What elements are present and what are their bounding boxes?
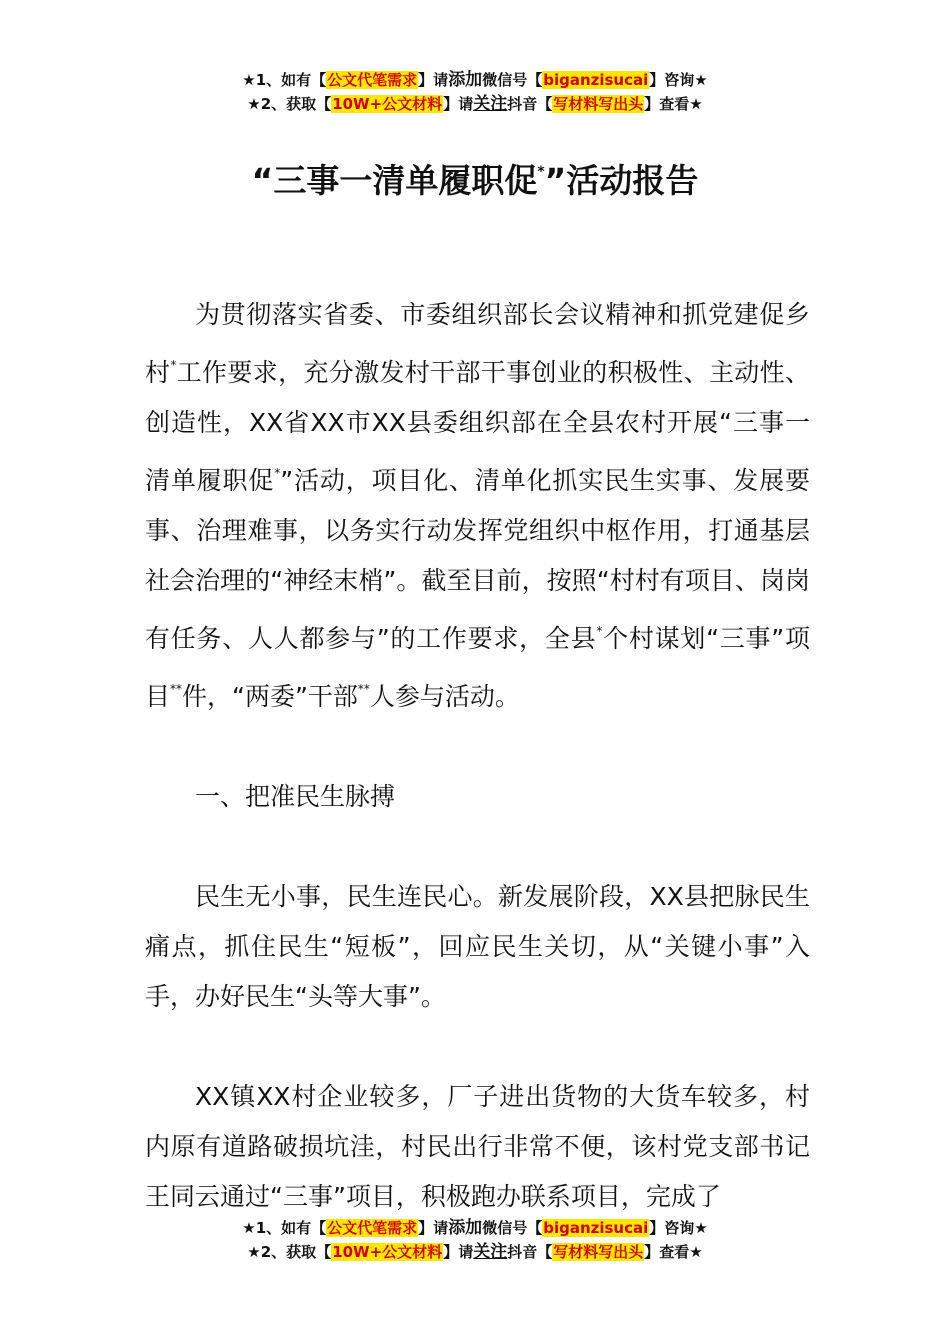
star-icon: ★ xyxy=(242,71,256,89)
banner-line-2: ★2、获取【10W+公文材料】请关注抖音【写材料写出头】查看★ xyxy=(247,94,703,114)
document-body xyxy=(145,290,810,1222)
banner-line-2: ★2、获取【10W+公文材料】请关注抖音【写材料写出头】查看★ xyxy=(247,1242,703,1262)
star-icon: ★ xyxy=(247,1243,261,1261)
highlight-service: 公文代笔需求 xyxy=(327,1219,418,1237)
bottom-banner xyxy=(0,1216,950,1264)
highlight-douyin: 写材料写出头 xyxy=(553,95,644,113)
paragraph-intro: 为贯彻落实省委、市委组织部长会议精神和抓党建促乡村*工作要求，充分激发村干部干事创业的积极性、主动性、创造性，XX省XX市XX县委组织部在全县农村开展“三事一清单履职促*”活动，项目化、清单化抓实民生实事、发展要事、治理难事，以务实行动发挥党组织中枢作用，打通基层社会治理的“神经末梢”。截至目前，按照“村村有项目、岗岗有任务、人人都参与”的工作要求，全县*个村谋划“三事”项目**件，“两委”干部**人参与活动。 xyxy=(145,300,810,711)
paragraph-livelihood: 民生无小事，民生连民心。新发展阶段，XX县把脉民生痛点，抓住民生“短板”，回应民生关切，从“关键小事”入手，办好民生“头等大事”。 xyxy=(145,882,810,1011)
section-heading: 一、把准民生脉搏 xyxy=(195,782,396,811)
highlight-wechat-id: biganzisucai xyxy=(543,1219,649,1237)
highlight-materials: 10W+公文材料 xyxy=(332,1243,443,1261)
star-icon: ★ xyxy=(247,95,261,113)
star-icon: ★ xyxy=(242,1219,256,1237)
highlight-douyin: 写材料写出头 xyxy=(553,1243,644,1261)
banner-line-1: ★1、如有【公文代笔需求】请添加微信号【biganzisucai】咨询★ xyxy=(242,1218,708,1238)
top-banner xyxy=(0,68,950,116)
highlight-wechat-id: biganzisucai xyxy=(543,71,649,89)
paragraph-village-case: XX镇XX村企业较多，厂子进出货物的大货车较多，村内原有道路破损坑洼，村民出行非常不便，该村党支部书记王同云通过“三事”项目，积极跑办联系项目，完成了 xyxy=(145,1082,810,1211)
banner-line-1: ★1、如有【公文代笔需求】请添加微信号【biganzisucai】咨询★ xyxy=(242,70,708,90)
highlight-service: 公文代笔需求 xyxy=(327,71,418,89)
highlight-materials: 10W+公文材料 xyxy=(332,95,443,113)
document-title: “三事一清单履职促*”活动报告 xyxy=(251,161,699,200)
